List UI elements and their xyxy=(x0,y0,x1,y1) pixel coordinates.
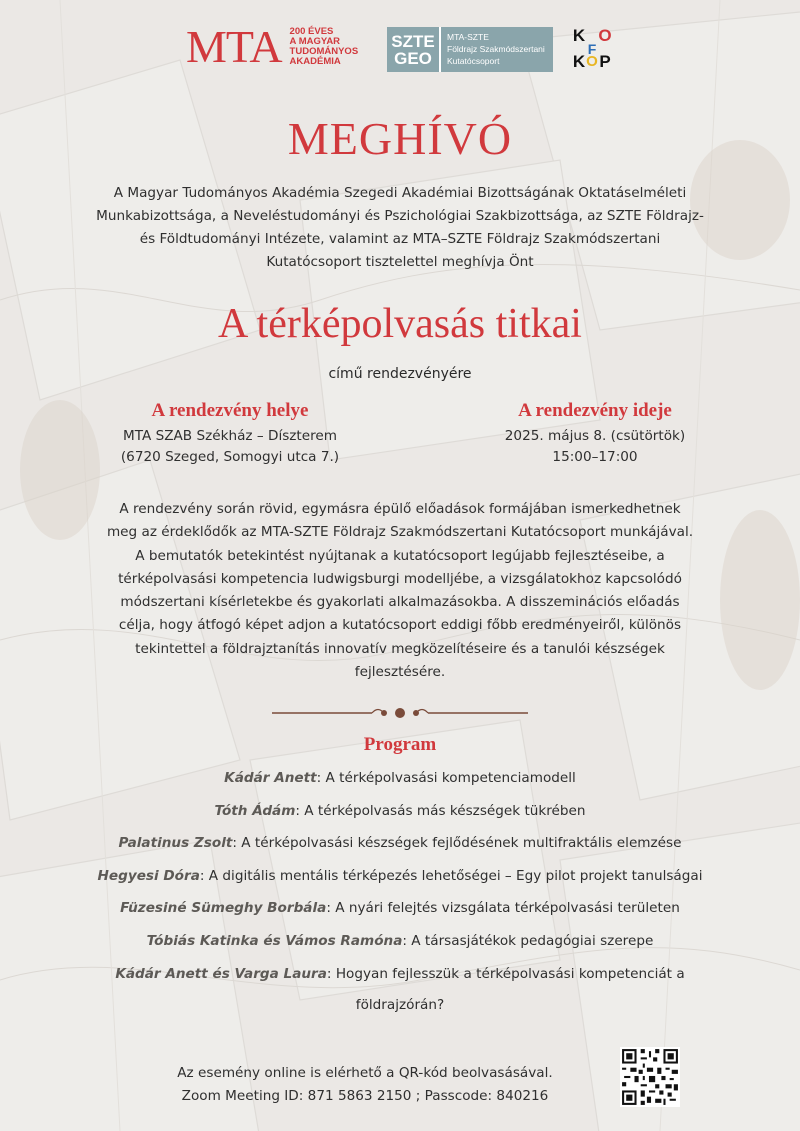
kofkop-logo: K O F K O P xyxy=(572,26,612,71)
program-item xyxy=(40,832,760,854)
program-item xyxy=(40,865,760,887)
speaker-name: Tóbiás Katinka és Vámos Ramóna xyxy=(146,932,403,949)
speaker-name: Tóth Ádám xyxy=(214,802,296,819)
event-title: A térképolvasás titkai xyxy=(218,301,582,347)
online-note: Az esemény online is elérhető a QR-kód beolvasásával. xyxy=(177,1065,553,1081)
mta-logo-caption: 200 ÉVES A MAGYAR TUDOMÁNYOS AKADÉMIA xyxy=(289,26,359,67)
szte-geo-mark: SZTE GEO xyxy=(387,27,441,72)
mta-logo xyxy=(186,22,386,72)
event-subtitle: című rendezvényére xyxy=(328,366,472,382)
talk-title: : A digitális mentális térképezés lehetőségei – Egy pilot projekt tanulságai xyxy=(199,867,703,884)
time-block xyxy=(460,400,730,468)
venue-name: MTA SZAB Székház – Díszterem xyxy=(122,428,338,444)
program-list xyxy=(40,767,760,1026)
time-heading: A rendezvény ideje xyxy=(518,400,672,421)
speaker-name: Palatinus Zsolt xyxy=(118,835,233,852)
talk-title: : A térképolvasási kompetenciamodell xyxy=(316,770,576,786)
venue-address: (6720 Szeged, Somogyi utca 7.) xyxy=(120,449,340,465)
description-paragraph: A rendezvény során rövid, egymásra épülő előadások formájában ismerkedhetnek meg az érdeklődők az MTA-SZTE Földrajz Szakmódszertani Kutatócsoport munkájával. A bemutatók betekintést nyújtanak a kutatócsoport legújabb fejlesztéseibe, a térképolvasási kompetencia ludwigsburgi modelljébe, a vizsgálatokhoz kapcsolódó módszertani kísérletekbe és gyakorlati alkalmazásokba. A disszeminációs előadás célja, hogy átfogó képet adjon a kutatócsoport eddigi főbb eredményeiről, különös tekintettel a földrajztanítás innovatív megközelítéseire és a tanulói készségek fejlesztésére. xyxy=(106,501,694,681)
venue-heading: A rendezvény helye xyxy=(151,400,309,421)
event-hours: 15:00–17:00 xyxy=(552,449,638,465)
invitation-title: MEGHÍVÓ xyxy=(287,113,513,164)
talk-title: : Hogyan fejlesszük a térképolvasási kompetenciát a xyxy=(326,965,685,982)
mta-logo-letters: MTA xyxy=(186,21,282,72)
program-item xyxy=(40,897,760,919)
talk-title: : A társasjátékok pedagógiai szerepe xyxy=(402,932,654,949)
szte-geo-logo xyxy=(387,27,553,72)
zoom-credentials: Zoom Meeting ID: 871 5863 2150 ; Passcode: 840216 xyxy=(181,1088,549,1104)
speaker-name: Kádár Anett xyxy=(224,770,317,786)
talk-title-continued: földrajzórán? xyxy=(355,996,445,1013)
qr-code[interactable] xyxy=(620,1047,680,1107)
speaker-name: Hegyesi Dóra xyxy=(97,867,200,884)
speaker-name: Füzesiné Sümeghy Borbála xyxy=(120,900,327,917)
speaker-name: Kádár Anett és Varga Laura xyxy=(115,965,327,982)
szte-geo-caption: MTA-SZTE Földrajz Szakmódszertani Kutatócsoport xyxy=(447,32,545,66)
program-item xyxy=(40,800,760,822)
talk-title: : A térképolvasási készségek fejlődésének multifraktális elemzése xyxy=(232,835,682,852)
online-info xyxy=(130,1062,600,1108)
talk-title: : A nyári felejtés vizsgálata térképolvasási területen xyxy=(326,900,680,917)
ornamental-divider xyxy=(272,703,528,723)
program-item xyxy=(40,930,760,952)
talk-title: : A térképolvasás más készségek tükrében xyxy=(295,802,586,819)
event-date: 2025. május 8. (csütörtök) xyxy=(504,428,686,444)
program-heading: Program xyxy=(363,734,437,755)
intro-paragraph: A Magyar Tudományos Akadémia Szegedi Akadémiai Bizottságának Oktatáselméleti Munkabizottsága, a Neveléstudományi és Pszichológiai Szakbizottsága, az SZTE Földrajz- és Földtudományi Intézete, valamint az MTA–SZTE Földrajz Szakmódszertani Kutatócsoport tisztelettel meghívja Önt xyxy=(96,185,704,270)
program-item xyxy=(40,767,760,789)
venue-block xyxy=(95,400,365,468)
program-item xyxy=(40,963,760,1016)
